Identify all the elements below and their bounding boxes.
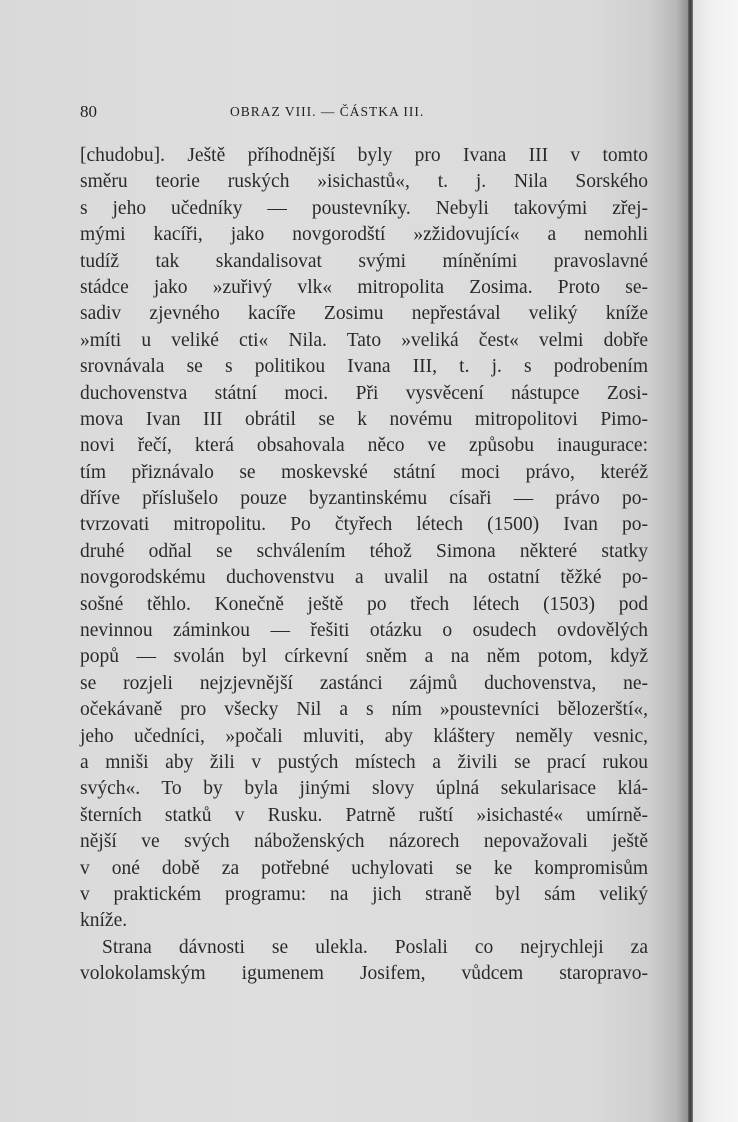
text-line: mova Ivan III obrátil se k novému mitropolitovi Pimo- <box>80 408 648 430</box>
text-line: novi řečí, která obsahovala něco ve způsobu inaugurace: <box>80 435 648 457</box>
text-line: Strana dávnosti se ulekla. Poslali co nejrychleji za <box>102 936 648 958</box>
page-number: 80 <box>80 102 97 121</box>
text-line: v praktickém programu: na jich straně byl sám veliký <box>80 883 648 905</box>
text-line: duchovenstva státní moci. Při vysvěcení nástupce Zosi- <box>80 382 648 404</box>
text-line: s jeho učedníky — poustevníky. Nebyli takovými zřej- <box>80 197 648 219</box>
text-line: druhé odňal se schválením téhož Simona některé statky <box>80 540 648 562</box>
text-line: sadiv zjevného kacíře Zosimu nepřestával veliký kníže <box>80 303 648 325</box>
text-line: novgorodskému duchovenstvu a uvalil na ostatní těžké po- <box>80 567 648 589</box>
text-line: mými kacíři, jako novgorodští »zžidovující« a nemohli <box>80 224 648 246</box>
text-line: očekávaně pro všecky Nil a s ním »poustevníci bělozerští«, <box>80 699 648 721</box>
running-head <box>80 102 640 124</box>
body-text <box>80 143 648 988</box>
text-line: popů — svolán byl církevní sněm a na něm potom, když <box>80 646 648 668</box>
text-line: tvrzovati mitropolitu. Po čtyřech létech (1500) Ivan po- <box>80 514 648 536</box>
text-line: nější ve svých náboženských názorech nepovažovali ještě <box>80 831 648 853</box>
text-line: nevinnou záminkou — řešiti otázku o osudech ovdovělých <box>80 620 648 642</box>
text-line: šterních statků v Rusku. Patrně ruští »isichasté« umírně- <box>80 804 648 826</box>
text-line: dříve příslušelo pouze byzantinskému císaři — právo po- <box>80 488 648 510</box>
text-line: jeho učedníci, »počali mluviti, aby kláštery neměly vesnic, <box>80 725 648 747</box>
text-line: svých«. To by byla jinými slovy úplná sekularisace klá- <box>80 778 648 800</box>
text-line: v oné době za potřebné uchylovati se ke kompromisům <box>80 857 648 879</box>
text-line: stádce jako »zuřivý vlk« mitropolita Zosima. Proto se- <box>80 276 648 298</box>
text-line: se rozjeli nejzjevnější zastánci zájmů duchovenstva, ne- <box>80 672 648 694</box>
text-line: tím přiznávalo se moskevské státní moci právo, kteréž <box>80 461 648 483</box>
text-line: volokolamským igumenem Josifem, vůdcem staropravo- <box>80 963 648 985</box>
page-edge <box>693 0 738 1122</box>
text-line: [chudobu]. Ještě příhodnější byly pro Ivana III v tomto <box>80 145 648 166</box>
text-line: srovnávala se s politikou Ivana III, t. j. s podrobením <box>80 356 648 378</box>
text-line: »míti u veliké cti« Nila. Tato »veliká čest« velmi dobře <box>80 329 648 351</box>
text-line: směru teorie ruských »isichastů«, t. j. Nila Sorského <box>80 171 648 193</box>
text-line: a mniši aby žili v pustých místech a živili se prací rukou <box>80 751 648 773</box>
text-line: sošné těhlo. Konečně ještě po třech létech (1503) pod <box>80 593 648 615</box>
chapter-title: OBRAZ VIII. — ČÁSTKA III. <box>230 104 425 119</box>
text-line: kníže. <box>80 910 128 932</box>
text-line: tudíž tak skandalisovat svými míněními pravoslavné <box>80 250 648 272</box>
